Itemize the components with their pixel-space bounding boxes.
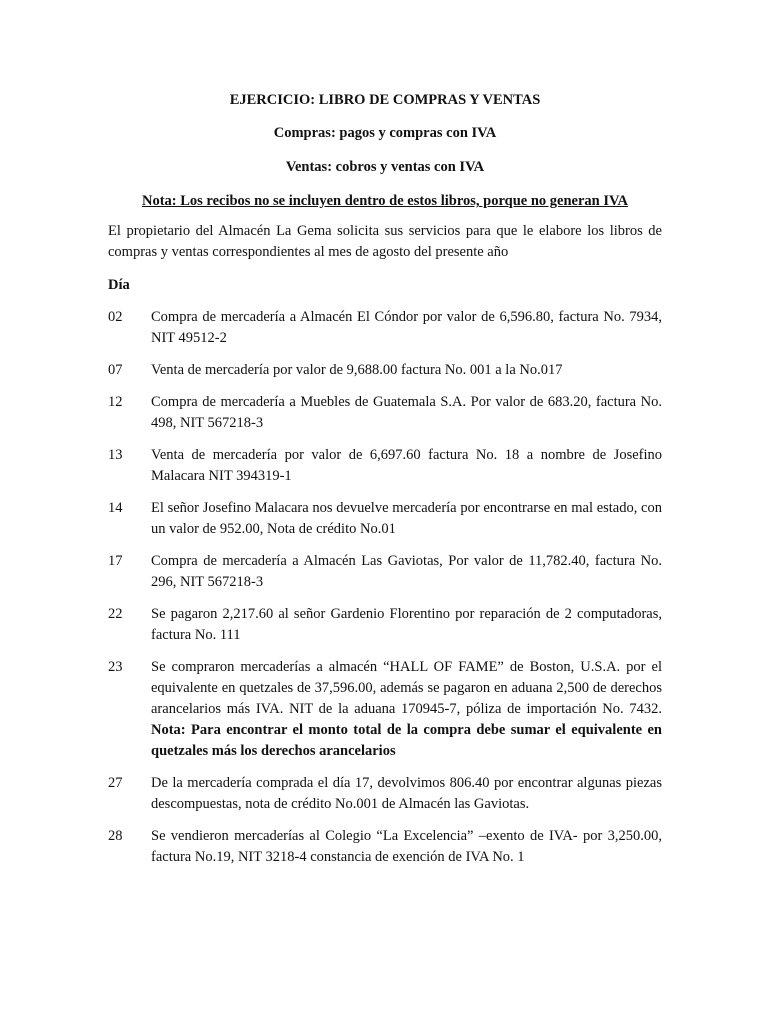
entry-day: 13 bbox=[108, 447, 123, 463]
receipts-note: Nota: Los recibos no se incluyen dentro de estos libros, porque no generan IVA bbox=[141, 193, 629, 209]
transaction-entry bbox=[108, 392, 662, 434]
entry-description: Venta de mercadería por valor de 6,697.60 factura No. 18 a nombre de Josefino Malacara NIT 394319-1 bbox=[151, 447, 662, 484]
transaction-entry bbox=[108, 773, 662, 815]
document-title: EJERCICIO: LIBRO DE COMPRAS Y VENTAS bbox=[229, 92, 541, 108]
entry-day: 28 bbox=[108, 828, 123, 844]
document-page bbox=[108, 90, 662, 879]
transaction-entry bbox=[108, 604, 662, 646]
entry-description bbox=[151, 657, 662, 762]
entry-description: De la mercadería comprada el día 17, devolvimos 806.40 por encontrar algunas piezas descompuestas, nota de crédito No.001 de Almacén las Gaviotas. bbox=[151, 775, 662, 812]
entry-description: Compra de mercadería a Almacén Las Gaviotas, Por valor de 11,782.40, factura No. 296, NIT 567218-3 bbox=[151, 553, 662, 590]
entry-description: Venta de mercadería por valor de 9,688.00 factura No. 001 a la No.017 bbox=[151, 362, 563, 378]
entry-day: 14 bbox=[108, 500, 123, 516]
transaction-entry bbox=[108, 498, 662, 540]
transaction-entry bbox=[108, 826, 662, 868]
entry-day: 22 bbox=[108, 606, 123, 622]
entry-description-text: Se compraron mercaderías a almacén “HALL OF FAME” de Boston, U.S.A. por el equivalente en quetzales de 37,596.00, además se pagaron en aduana 2,500 de derechos arancelarios más IVA. NIT de la aduana 170945-7, póliza de importación No. 7432. bbox=[151, 659, 662, 717]
day-column-label: Día bbox=[108, 277, 130, 293]
entry-day: 02 bbox=[108, 309, 123, 325]
transaction-entry bbox=[108, 551, 662, 593]
entry-day: 23 bbox=[108, 659, 123, 675]
entry-day: 07 bbox=[108, 362, 123, 378]
entry-description: Se pagaron 2,217.60 al señor Gardenio Florentino por reparación de 2 computadoras, factura No. 111 bbox=[151, 606, 662, 643]
intro-paragraph: El propietario del Almacén La Gema solicita sus servicios para que le elabore los libros de compras y ventas correspondientes al mes de agosto del presente año bbox=[108, 223, 662, 260]
entry-day: 17 bbox=[108, 553, 123, 569]
entry-description: El señor Josefino Malacara nos devuelve mercadería por encontrarse en mal estado, con un valor de 952.00, Nota de crédito No.01 bbox=[151, 500, 662, 537]
transaction-entry bbox=[108, 307, 662, 349]
entry-description: Compra de mercadería a Almacén El Cóndor por valor de 6,596.80, factura No. 7934, NIT 49512-2 bbox=[151, 309, 662, 346]
entry-inline-note: Nota: Para encontrar el monto total de la compra debe sumar el equivalente en quetzales más los derechos arancelarios bbox=[151, 722, 662, 759]
entry-description: Se vendieron mercaderías al Colegio “La Excelencia” –exento de IVA- por 3,250.00, factura No.19, NIT 3218-4 constancia de exención de IVA No. 1 bbox=[151, 828, 662, 865]
transaction-entry bbox=[108, 657, 662, 762]
subtitle-compras: Compras: pagos y compras con IVA bbox=[273, 125, 497, 141]
entry-day: 27 bbox=[108, 775, 123, 791]
transaction-entry bbox=[108, 360, 662, 381]
entry-description: Compra de mercadería a Muebles de Guatemala S.A. Por valor de 683.20, factura No. 498, NIT 567218-3 bbox=[151, 394, 662, 431]
transaction-entry bbox=[108, 445, 662, 487]
entry-day: 12 bbox=[108, 394, 123, 410]
subtitle-ventas: Ventas: cobros y ventas con IVA bbox=[285, 159, 485, 175]
